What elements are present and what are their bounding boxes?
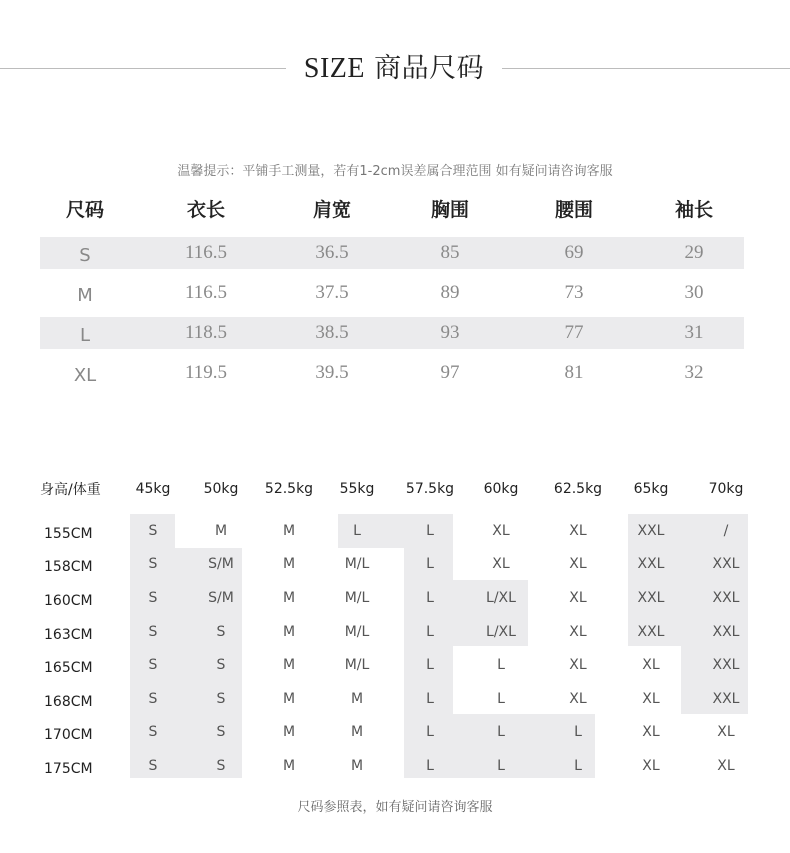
header-shoulder: 肩宽 — [312, 198, 351, 221]
header-waist: 腰围 — [554, 198, 593, 221]
header-sleeve: 袖长 — [674, 198, 713, 221]
size-recommendation: M — [282, 690, 296, 707]
weight-header: 60kg — [483, 481, 519, 497]
size-recommendation: S — [216, 757, 226, 774]
size-value: 89 — [440, 282, 460, 303]
weight-header: 50kg — [203, 481, 239, 497]
size-recommendation: M — [350, 690, 364, 707]
size-recommendation: L — [497, 724, 505, 741]
size-value: 81 — [564, 362, 584, 383]
size-recommendation: L — [426, 690, 434, 707]
size-recommendation: XL — [569, 556, 587, 573]
size-value: 77 — [564, 322, 584, 343]
size-row — [40, 317, 744, 349]
title-cn: 商品尺码 — [365, 53, 485, 84]
size-label: M — [77, 284, 93, 306]
size-value: 38.5 — [315, 322, 349, 343]
size-recommendation: S — [216, 657, 226, 674]
size-recommendation: M — [282, 556, 296, 573]
height-label: 160CM — [44, 592, 93, 609]
size-recommendation: XL — [642, 724, 660, 741]
height-label: 170CM — [44, 727, 93, 744]
size-recommendation: M/L — [344, 657, 370, 674]
size-value: 39.5 — [315, 362, 349, 383]
header-chest: 胸围 — [430, 198, 469, 221]
size-value: 116.5 — [184, 242, 228, 263]
size-recommendation: L — [574, 757, 582, 774]
size-recommendation: XL — [569, 657, 587, 674]
size-recommendation: L — [426, 724, 434, 741]
size-recommendation: M/L — [344, 589, 370, 606]
weight-header: 45kg — [135, 481, 171, 497]
size-row — [40, 277, 744, 309]
size-recommendation: XL — [642, 657, 660, 674]
size-recommendation: XL — [492, 556, 510, 573]
height-label: 168CM — [44, 693, 93, 710]
size-recommendation: L — [426, 522, 434, 539]
size-value: 116.5 — [184, 282, 228, 303]
measurement-note: 温馨提示：平铺手工测量，若有1-2cm误差属合理范围 如有疑问请咨询客服 — [177, 164, 613, 179]
size-recommendation: L — [426, 556, 434, 573]
size-recommendation: M — [282, 589, 296, 606]
height-label: 175CM — [44, 760, 93, 777]
size-value: 31 — [684, 322, 704, 343]
size-recommendation: L — [426, 757, 434, 774]
height-weight-table — [0, 470, 790, 790]
weight-header: 55kg — [339, 481, 375, 497]
size-row — [40, 357, 744, 389]
size-recommendation: L — [497, 690, 505, 707]
size-recommendation: M — [282, 522, 296, 539]
size-value: 69 — [564, 242, 584, 263]
size-recommendation: S — [216, 724, 226, 741]
size-recommendation: S — [148, 556, 158, 573]
size-recommendation: XL — [569, 589, 587, 606]
size-recommendation: XXL — [637, 556, 665, 573]
size-label: S — [79, 244, 91, 266]
size-recommendation: S — [148, 657, 158, 674]
size-recommendation: S — [148, 522, 158, 539]
size-row — [40, 237, 744, 269]
size-recommendation: S — [148, 690, 158, 707]
size-value: 85 — [440, 242, 460, 263]
size-recommendation: S — [148, 757, 158, 774]
size-recommendation: M/L — [344, 623, 370, 640]
size-value: 36.5 — [315, 242, 349, 263]
header-size: 尺码 — [65, 198, 104, 221]
size-recommendation: XXL — [712, 690, 740, 707]
header-length: 衣长 — [186, 198, 225, 221]
size-value: 93 — [440, 322, 460, 343]
size-recommendation: XL — [642, 757, 660, 774]
size-recommendation: XXL — [712, 556, 740, 573]
size-value: 29 — [684, 242, 704, 263]
size-recommendation: XXL — [712, 657, 740, 674]
size-recommendation: XL — [642, 690, 660, 707]
size-recommendation: L — [426, 589, 434, 606]
size-recommendation: XL — [569, 623, 587, 640]
size-recommendation: S — [148, 589, 158, 606]
size-recommendation: / — [723, 522, 729, 539]
title-latin: SIZE — [303, 53, 365, 84]
size-recommendation: M — [282, 623, 296, 640]
size-recommendation: M — [350, 724, 364, 741]
size-value: 30 — [684, 282, 704, 303]
size-recommendation: L — [426, 623, 434, 640]
size-table-header — [40, 192, 744, 224]
size-recommendation: S — [216, 690, 226, 707]
size-value: 118.5 — [184, 322, 228, 343]
weight-header: 57.5kg — [405, 481, 455, 497]
size-recommendation: L — [426, 657, 434, 674]
size-label: L — [79, 324, 91, 346]
size-recommendation: M — [214, 522, 228, 539]
size-recommendation: XXL — [637, 522, 665, 539]
size-recommendation: M/L — [344, 556, 370, 573]
weight-header: 52.5kg — [264, 481, 314, 497]
size-value: 119.5 — [184, 362, 228, 383]
size-value: 73 — [564, 282, 584, 303]
title-divider-left — [0, 68, 286, 69]
size-recommendation: XXL — [712, 589, 740, 606]
size-recommendation: L — [497, 757, 505, 774]
size-recommendation: S/M — [208, 589, 234, 606]
size-recommendation: S — [216, 623, 226, 640]
size-recommendation: XL — [569, 690, 587, 707]
size-recommendation: XL — [492, 522, 510, 539]
size-recommendation: M — [282, 724, 296, 741]
size-recommendation: L/XL — [486, 589, 516, 606]
height-label: 163CM — [44, 626, 93, 643]
size-recommendation: M — [350, 757, 364, 774]
size-value: 37.5 — [315, 282, 349, 303]
size-recommendation: XXL — [712, 623, 740, 640]
weight-header: 65kg — [633, 481, 669, 497]
size-recommendation: M — [282, 657, 296, 674]
title-divider-right — [502, 68, 790, 69]
size-recommendation: XXL — [637, 623, 665, 640]
size-recommendation: L — [574, 724, 582, 741]
page-title — [286, 46, 502, 85]
size-recommendation: L — [353, 522, 361, 539]
size-recommendation: S — [148, 724, 158, 741]
weight-header: 70kg — [708, 481, 744, 497]
corner-label: 身高/体重 — [40, 482, 101, 498]
size-value: 97 — [440, 362, 460, 383]
size-recommendation: M — [282, 757, 296, 774]
size-recommendation: XXL — [637, 589, 665, 606]
height-label: 165CM — [44, 660, 93, 677]
size-recommendation: L/XL — [486, 623, 516, 640]
size-value: 32 — [684, 362, 704, 383]
height-label: 158CM — [44, 559, 93, 576]
height-label: 155CM — [44, 525, 93, 542]
weight-header: 62.5kg — [553, 481, 603, 497]
size-recommendation: XL — [717, 724, 735, 741]
size-recommendation: XL — [569, 522, 587, 539]
size-recommendation: S — [148, 623, 158, 640]
size-recommendation: L — [497, 657, 505, 674]
size-recommendation: XL — [717, 757, 735, 774]
footer-note: 尺码参照表，如有疑问请咨询客服 — [297, 800, 493, 815]
size-recommendation: S/M — [208, 556, 234, 573]
size-label: XL — [73, 364, 97, 386]
